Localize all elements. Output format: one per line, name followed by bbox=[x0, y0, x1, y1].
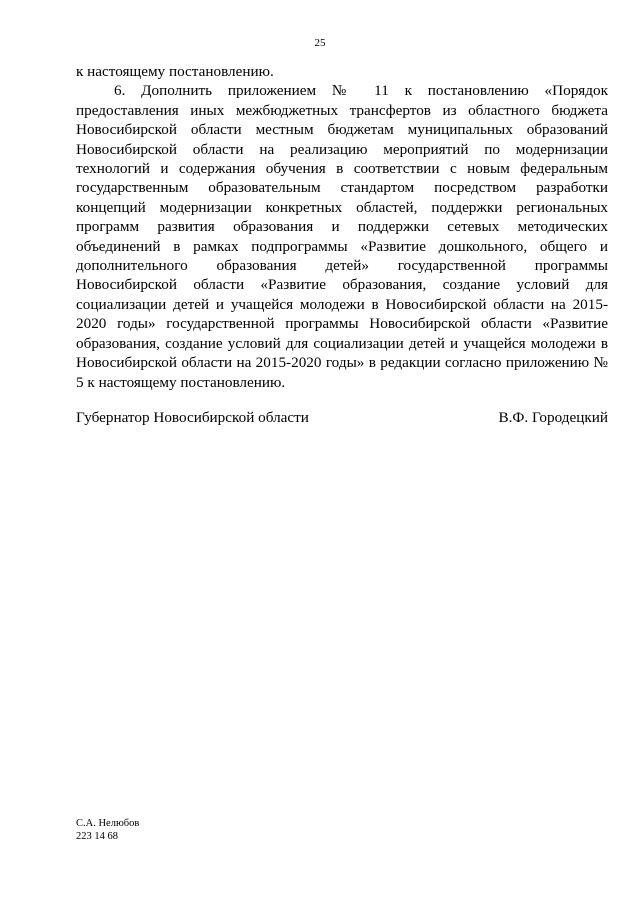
executor-block bbox=[76, 817, 139, 843]
continuation-line: к настоящему постановлению. bbox=[76, 63, 274, 80]
signatory-name: В.Ф. Городецкий bbox=[498, 409, 608, 426]
paragraph-item-6: 6. Дополнить приложением № 11 к постановлению «Порядок предоставления иных межбюджетных трансфертов из областного бюджета Новосибирской области местным бюджетам муниципальных образований Новосибирской области на реализацию мероприятий по модернизации технологий и содержания обучения в соответствии с новым федеральным государственным образовательным стандартом посредством разработки концепций модернизации конкретных областей, поддержки региональных программ развития образования и поддержки сетевых методических объединений в рамках подпрограммы «Развитие дошкольного, общего и дополнительного образования детей» государственной программы Новосибирской области «Развитие образования, создание условий для социализации детей и учащейся молодежи в Новосибирской области на 2015-2020 годы» государственной программы Новосибирской области «Развитие образования, создание условий для социализации детей и учащейся молодежи в Новосибирской области на 2015-2020 годы» в редакции согласно приложению № 5 к настоящему постановлению. bbox=[76, 82, 608, 391]
signatory-title: Губернатор Новосибирской области bbox=[76, 409, 309, 426]
executor-name: С.А. Нелюбов bbox=[76, 818, 140, 829]
page-number: 25 bbox=[314, 37, 326, 49]
executor-phone: 223 14 68 bbox=[76, 831, 118, 842]
document-body bbox=[76, 62, 608, 392]
